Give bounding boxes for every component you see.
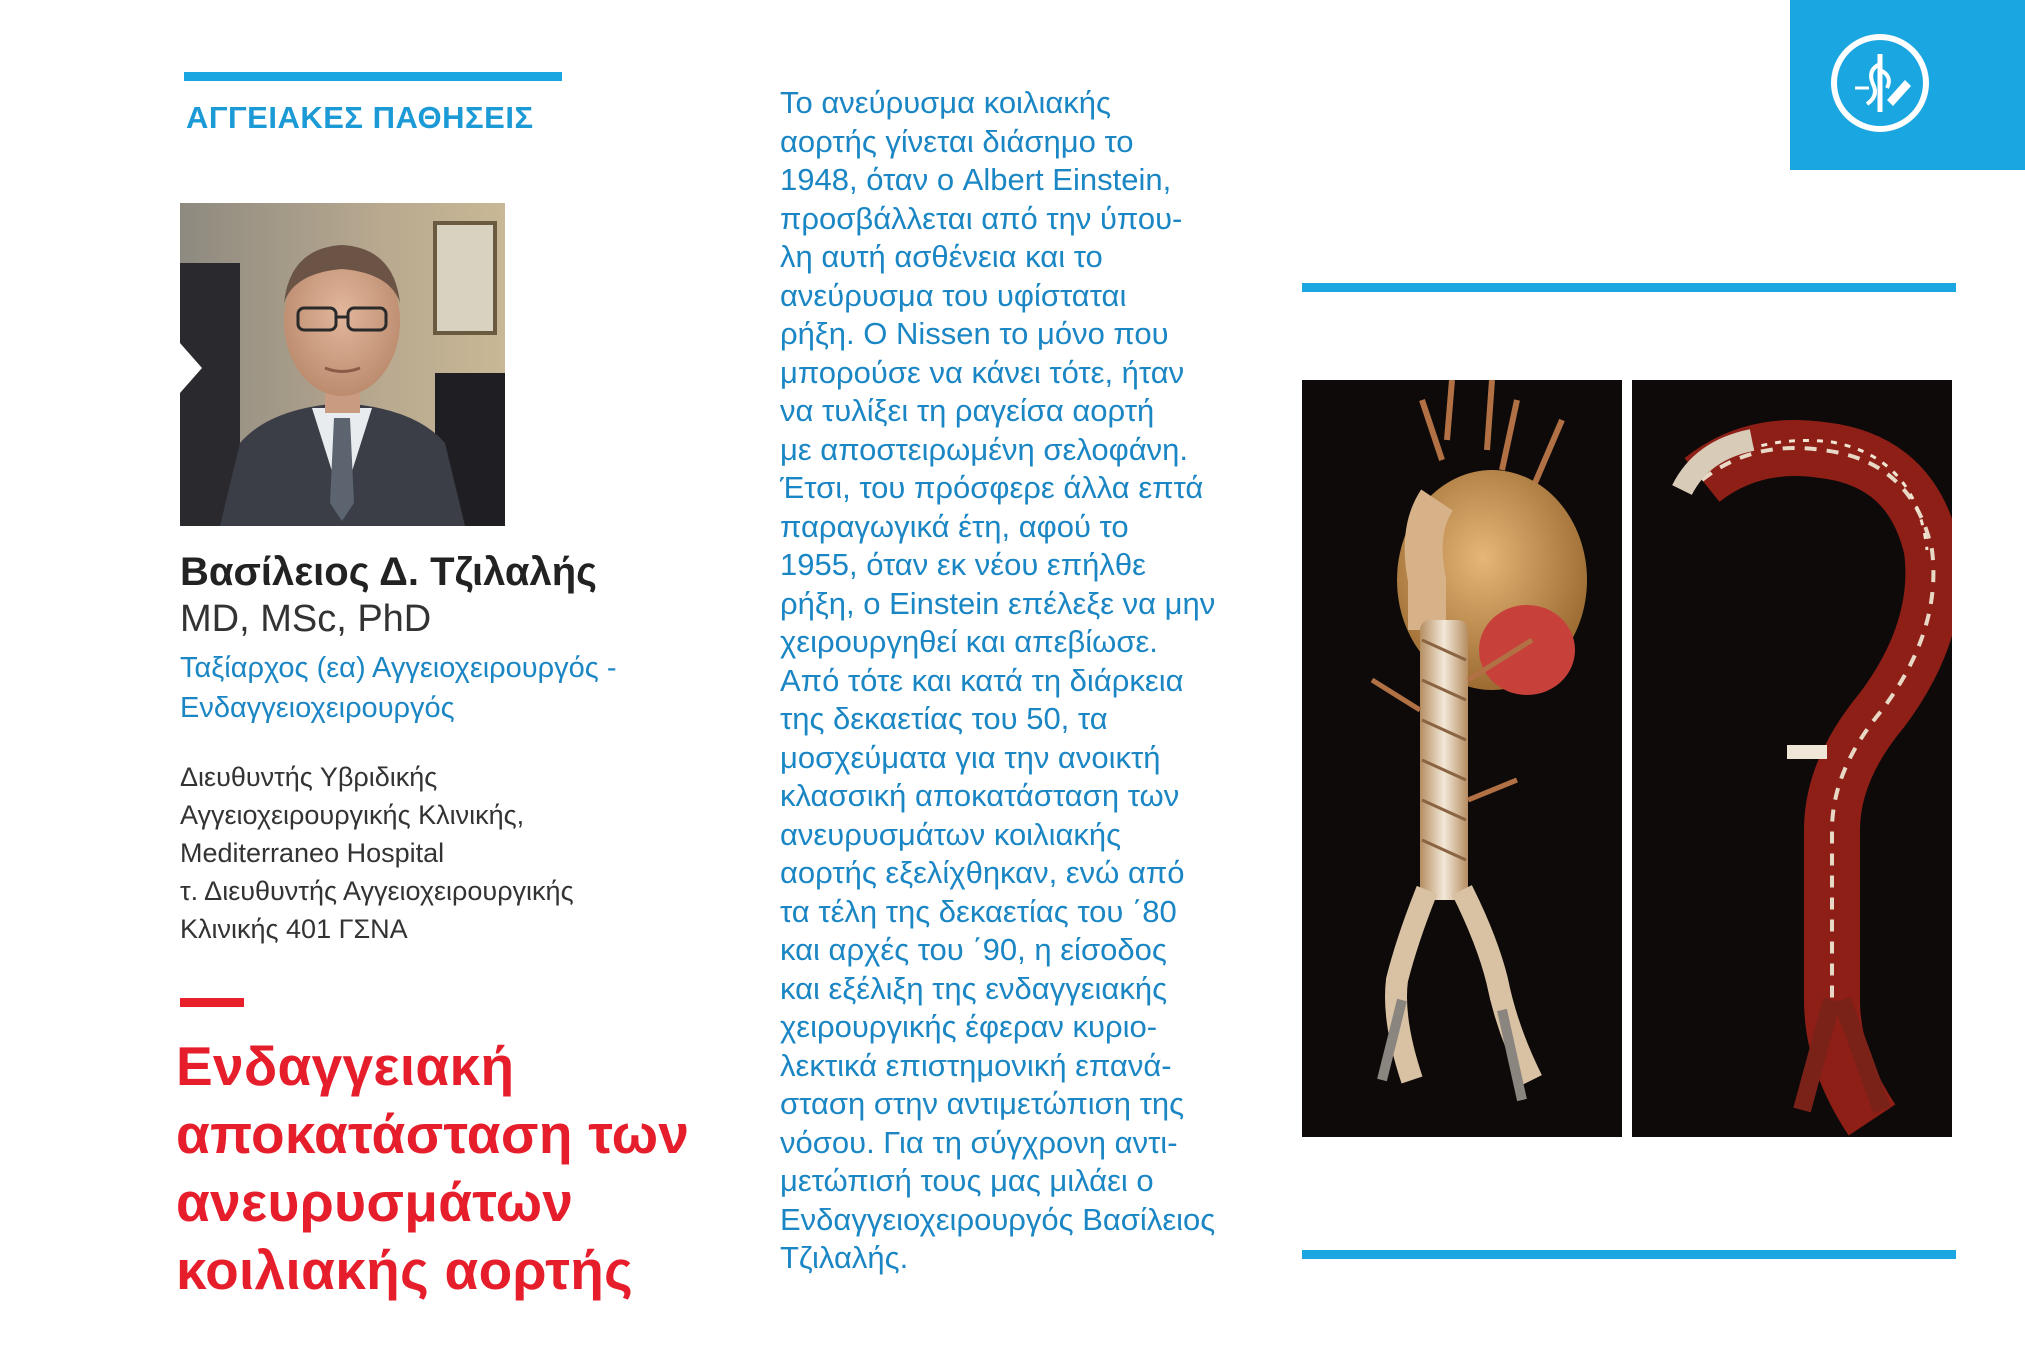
divider-top xyxy=(1302,283,1956,292)
affiliation-line: Κλινικής 401 ΓΣΝΑ xyxy=(180,914,408,944)
body-line: αορτής γίνεται διάσημο το xyxy=(780,123,1134,159)
title-line: Ενδαγγειακή xyxy=(176,1035,515,1097)
logo-box xyxy=(1790,0,2025,170)
affiliation-line: Mediterraneo Hospital xyxy=(180,838,445,868)
body-line: ρήξη, ο Einstein επέλεξε να μην xyxy=(780,585,1216,621)
body-line: και εξέλιξη της ενδαγγειακής xyxy=(780,970,1168,1006)
author-role-line: Ενδαγγειοχειρουργός xyxy=(180,692,455,724)
vascular-logo-icon xyxy=(1831,34,1929,132)
logo-glyph xyxy=(1837,40,1923,126)
author-name: Βασίλειος Δ. Τζιλαλής xyxy=(180,550,597,594)
body-line: χειρουργικής έφεραν κυριο- xyxy=(780,1009,1158,1044)
body-line: χειρουργηθεί και απεβίωσε. xyxy=(780,624,1158,659)
body-line: 1955, όταν εκ νέου επήλθε xyxy=(780,547,1146,582)
author-affiliation xyxy=(180,758,720,948)
affiliation-line: Διευθυντής Υβριδικής xyxy=(180,762,438,792)
title-accent-dash xyxy=(180,998,244,1007)
body-line: με αποστειρωμένη σελοφάνη. xyxy=(780,431,1188,467)
title-line: αποκατάσταση των xyxy=(176,1103,690,1165)
body-line: και αρχές του ΄90, η είσοδος xyxy=(780,932,1167,967)
title-line: ανευρυσμάτων xyxy=(176,1171,574,1233)
aorta-render-right xyxy=(1632,380,1952,1137)
body-line: μοσχεύματα για την ανοικτή xyxy=(780,739,1161,775)
title-line: κοιλιακής αορτής xyxy=(176,1239,633,1301)
author-role xyxy=(180,648,700,728)
author-degrees: MD, MSc, PhD xyxy=(180,598,432,640)
affiliation-line: Αγγειοχειρουργικής Κλινικής, xyxy=(180,800,525,830)
section-bar xyxy=(184,72,562,81)
body-line: Τζιλαλής. xyxy=(780,1240,909,1275)
body-line: νόσου. Για τη σύγχρονη αντι- xyxy=(780,1124,1178,1160)
body-line: κλασσική αποκατάσταση των xyxy=(780,778,1180,813)
article-body xyxy=(780,84,1225,1278)
ct-scan-image-right xyxy=(1632,380,1952,1137)
body-line: σταση στην αντιμετώπιση της xyxy=(780,1086,1185,1121)
body-line: μπορούσε να κάνει τότε, ήταν xyxy=(780,354,1185,390)
author-portrait xyxy=(180,203,505,526)
section-label: ΑΓΓΕΙΑΚΕΣ ΠΑΘΗΣΕΙΣ xyxy=(186,100,534,135)
body-line: Ενδαγγειοχειρουργός Βασίλειος xyxy=(780,1201,1216,1237)
body-line: προσβάλλεται από την ύπου- xyxy=(780,200,1183,236)
body-line: παραγωγικά έτη, αφού το xyxy=(780,508,1129,544)
body-line: ανευρυσμάτων κοιλιακής xyxy=(780,816,1122,852)
author-role-line: Ταξίαρχος (εα) Αγγειοχειρουργός - xyxy=(180,652,617,684)
affiliation-line: τ. Διευθυντής Αγγειοχειρουργικής xyxy=(180,876,574,906)
aorta-render-left xyxy=(1302,380,1622,1137)
body-line: αορτής εξελίχθηκαν, ενώ από xyxy=(780,855,1185,890)
body-line: να τυλίξει τη ραγείσα αορτή xyxy=(780,393,1155,428)
body-line: τα τέλη της δεκαετίας του ΄80 xyxy=(780,893,1177,929)
body-line: Από τότε και κατά τη διάρκεια xyxy=(780,662,1184,698)
body-line: Το ανεύρυσμα κοιλιακής xyxy=(780,85,1111,120)
body-line: μετώπισή τους μας μιλάει ο xyxy=(780,1163,1154,1198)
divider-bottom xyxy=(1302,1250,1956,1259)
body-line: 1948, όταν ο Albert Einstein, xyxy=(780,162,1172,197)
body-line: λη αυτή ασθένεια και το xyxy=(780,239,1103,274)
body-line: της δεκαετίας του 50, τα xyxy=(780,701,1108,736)
ct-scan-image-left xyxy=(1302,380,1622,1137)
body-line: Έτσι, του πρόσφερε άλλα επτά xyxy=(780,470,1204,505)
body-line: ανεύρυσμα του υφίσταται xyxy=(780,277,1127,313)
body-line: ρήξη. Ο Nissen το μόνο που xyxy=(780,316,1169,351)
body-line: λεκτικά επιστημονική επανά- xyxy=(780,1047,1172,1083)
article-title xyxy=(176,1032,756,1304)
portrait-image xyxy=(180,203,505,526)
